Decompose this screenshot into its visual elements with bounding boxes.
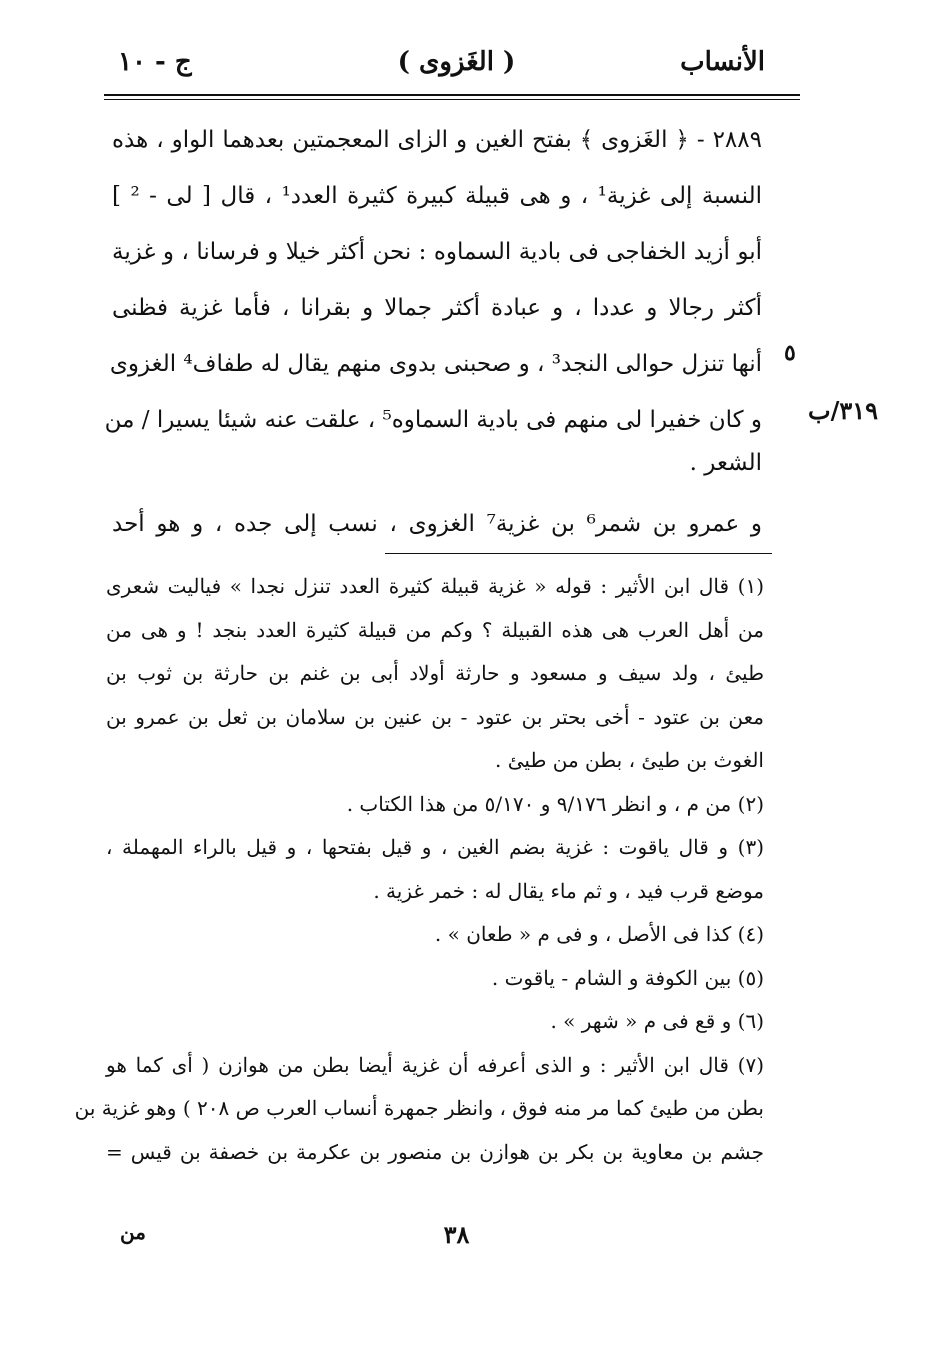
footnote-line: (٥) بين الكوفة و الشام - ياقوت .: [491, 965, 764, 990]
main-line: أنها تنزل حوالى النجد³ ، و صحبنى بدوى منهم يقال له طفاف⁴ الغزوى: [109, 351, 762, 377]
running-head-entry: ( الغَزوى ): [397, 47, 516, 77]
header-rule-thin: [104, 99, 800, 100]
main-line: ٢٨٨٩ - ﴿ الغَزوى ﴾ بفتح الغين و الزاى المعجمتين بعدهما الواو ، هذه: [112, 127, 762, 153]
footnote-line: بطن من طيئ كما مر منه فوق ، وانظر جمهرة أنساب العرب ص ٢٠٨ ) وهو غزية بن: [74, 1096, 764, 1120]
footnote-line: (٢) من م ، و انظر ٩/١٧٦ و ٥/١٧٠ من هذا الكتاب .: [346, 791, 764, 816]
footnote-rule: [385, 553, 772, 554]
footnote-line: من أهل العرب هى هذه القبيلة ؟ وكم من قبيلة كثيرة العدد بنجد ! و هى من: [106, 617, 764, 642]
footnotes: [74, 565, 765, 1174]
margin-line-number: ٥: [784, 340, 796, 366]
running-head-title: الأنساب: [680, 47, 765, 77]
running-head-volume: ج - ١٠: [118, 47, 192, 77]
footnote-line: موضع قرب فيد ، و ثم ماء يقال له : خمر غزية .: [373, 878, 764, 903]
footnote-line: (٣) و قال ياقوت : غزية بضم الغين ، و قيل بفتحها ، و قيل بالراء المهملة ،: [106, 835, 764, 859]
footnote-line: جشم بن معاوية بن بكر بن هوازن بن منصور بن عكرمة بن خصفة بن قيس =: [106, 1139, 764, 1164]
header-rule-thick: [104, 94, 800, 96]
main-line: أكثر رجالا و عددا ، و عبادة أكثر جمالا و بقرانا ، فأما غزية فظنى: [112, 295, 762, 321]
footnote-line: الغوث بن طيئ ، بطن من طيئ .: [495, 748, 764, 772]
main-text: [104, 112, 763, 552]
footnote-line: (٤) كذا فى الأصل ، و فى م « طعان » .: [434, 922, 764, 946]
main-line: و كان خفيرا لى منهم فى بادية السماوه⁵ ، علقت عنه شيئا يسيرا / من: [104, 407, 762, 433]
footnote-line: (٧) قال ابن الأثير : و الذى أعرفه أن غزية أيضا بطن من هوازن ( أى كما هو: [106, 1052, 765, 1077]
main-line: النسبة إلى غزية¹ ، و هى قبيلة كبيرة كثيرة العدد¹ ، قال [ لى - ² ]: [112, 183, 762, 209]
main-line: و عمرو بن شمر⁶ بن غزية⁷ الغزوى ، نسب إلى جده ، و هو أحد: [112, 511, 763, 537]
main-line: الشعر .: [689, 450, 762, 476]
main-line: أبو أزيد الخفاجى فى بادية السماوه : نحن أكثر خيلا و فرسانا ، و غزية: [112, 239, 762, 265]
footnote-line: معن بن عتود - أخى بحتر بن عتود - بن عنين بن سلامان بن ثعل بن عمرو بن: [106, 704, 764, 729]
main-line-spacer: [112, 486, 762, 496]
catchword: من: [120, 1220, 146, 1244]
margin-folio-reference: ٣١٩/ب: [808, 396, 879, 425]
footnote-line: (١) قال ابن الأثير : قوله « غزية قبيلة كثيرة العدد تنزل نجدا » فياليت شعرى: [106, 574, 764, 598]
footnote-line: طيئ ، ولد سيف و مسعود و حارثة أولاد أبى بن غنم بن حارثة بن ثوب بن: [106, 661, 764, 685]
page-number: ٣٨: [443, 1220, 470, 1249]
footnote-line: (٦) و قع فى م « شهر » .: [550, 1009, 764, 1033]
